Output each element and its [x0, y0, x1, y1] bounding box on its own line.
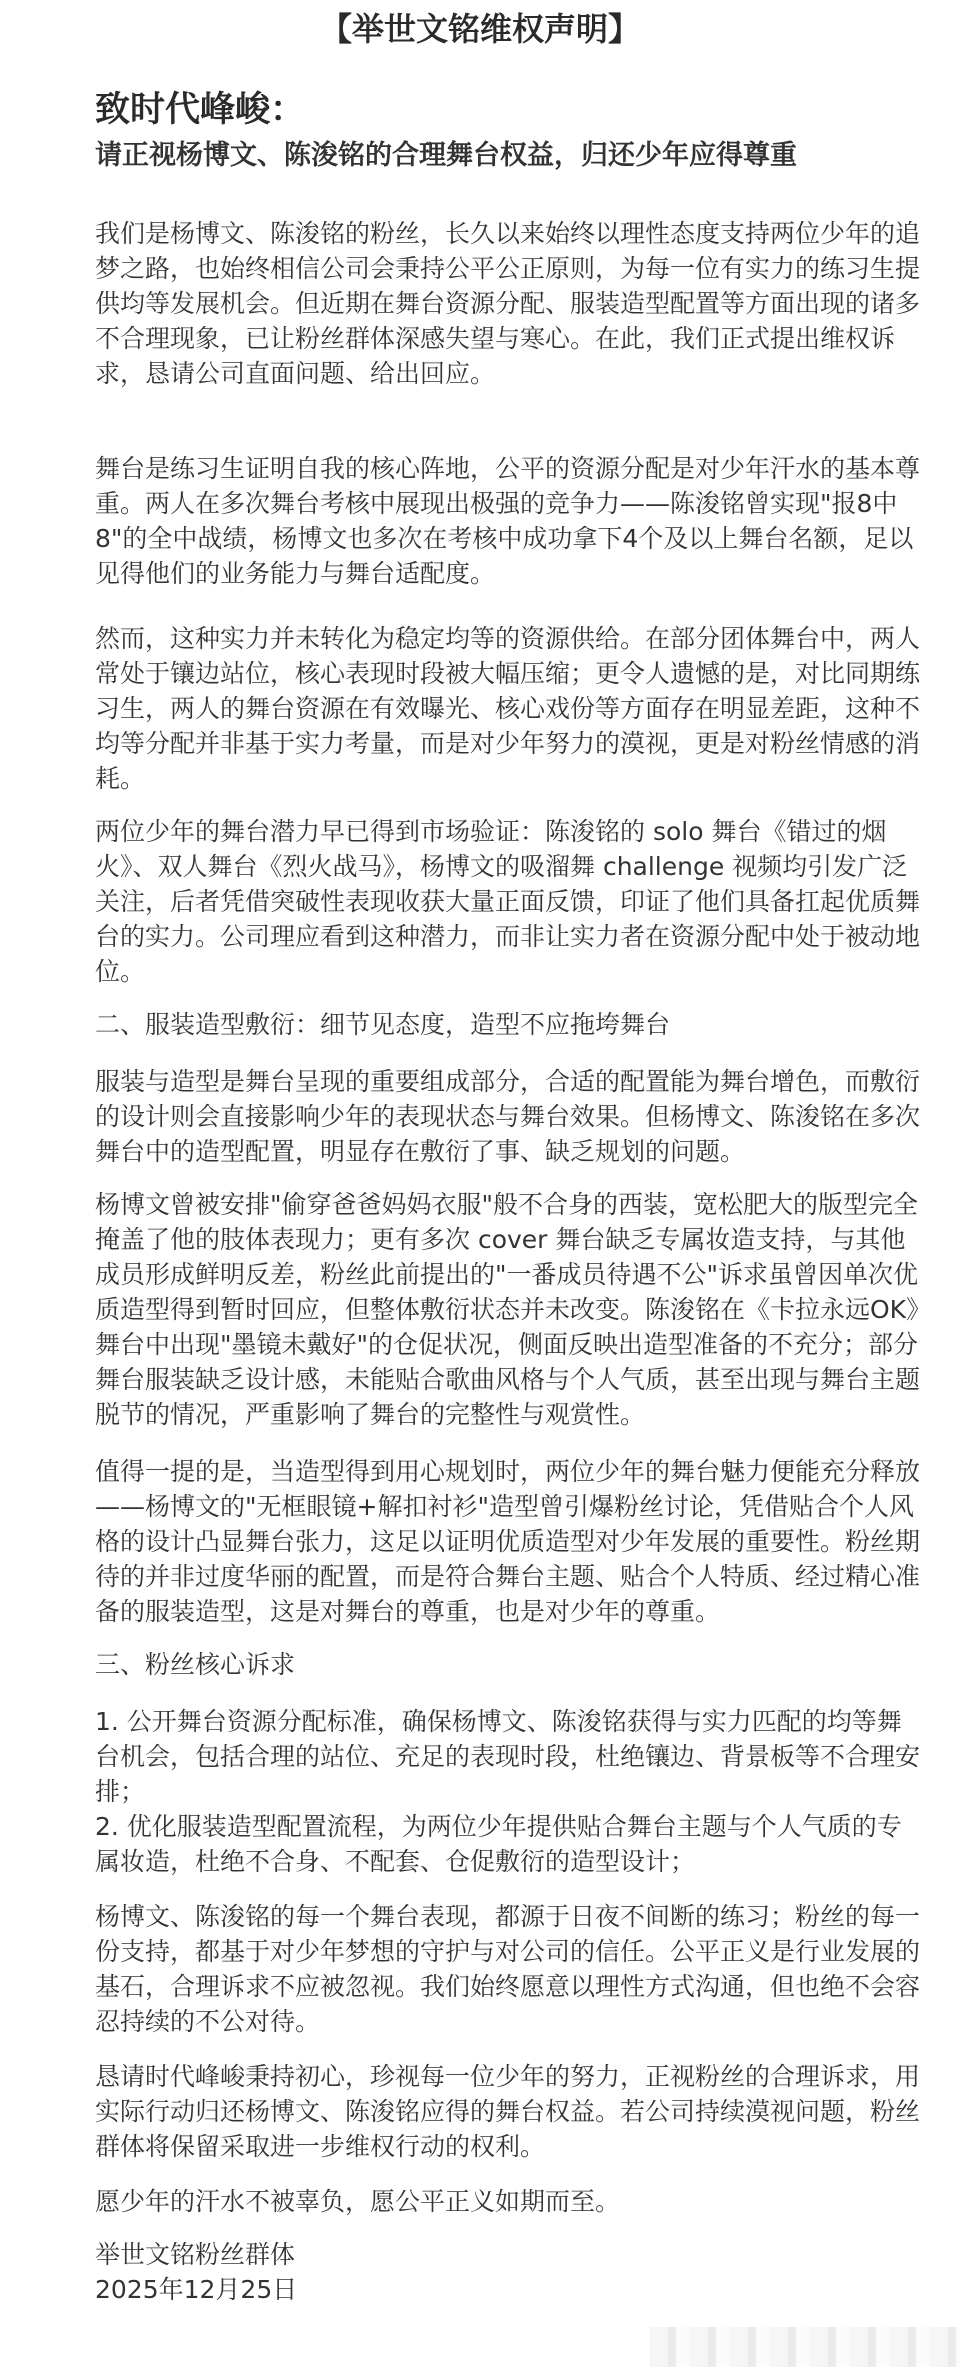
paragraph-styling-intro: 服装与造型是舞台呈现的重要组成部分，合适的配置能为舞台增色，而敷衍的设计则会直接影响少年的表现状态与舞台效果。但杨博文、陈浚铭在多次舞台中的造型配置，明显存在敷衍了事、缺乏规划的问题。 — [95, 1067, 921, 1166]
paragraph-closing: 愿少年的汗水不被辜负，愿公平正义如期而至。 — [95, 2187, 621, 2216]
paragraph-stage-core: 舞台是练习生证明自我的核心阵地，公平的资源分配是对少年汗水的基本尊重。两人在多次舞台考核中展现出极强的竞争力——陈浚铭曾实现"报8中8"的全中战绩，杨博文也多次在考核中成功拿下4个及以上舞台名额，足以见得他们的业务能力与舞台适配度。 — [95, 454, 921, 588]
paragraph-support: 杨博文、陈浚铭的每一个舞台表现，都源于日夜不间断的练习；粉丝的每一份支持，都基于对少年梦想的守护与对公司的信任。公平正义是行业发展的基石，合理诉求不应被忽视。我们始终愿意以理性方式沟通，但也绝不会容忍持续的不公对待。 — [95, 1902, 921, 2036]
addressee: 致时代峰峻： — [95, 90, 306, 130]
demand-item-1: 1. 公开舞台资源分配标准，确保杨博文、陈浚铭获得与实力匹配的均等舞台机会，包括合理的站位、充足的表现时段，杜绝镶边、背景板等不合理安排； — [95, 1707, 921, 1806]
section-heading-3: 三、粉丝核心诉求 — [95, 1650, 296, 1679]
subtitle: 请正视杨博文、陈浚铭的合理舞台权益，归还少年应得尊重 — [95, 140, 797, 171]
paragraph-appeal: 恳请时代峰峻秉持初心，珍视每一位少年的努力，正视粉丝的合理诉求，用实际行动归还杨博文、陈浚铭应得的舞台权益。若公司持续漠视问题，粉丝群体将保留采取进一步维权行动的权利。 — [95, 2062, 921, 2161]
demand-item-2: 2. 优化服装造型配置流程，为两位少年提供贴合舞台主题与个人气质的专属妆造，杜绝不合身、不配套、仓促敷衍的造型设计； — [95, 1812, 902, 1876]
paragraph-market-proof: 两位少年的舞台潜力早已得到市场验证：陈浚铭的 solo 舞台《错过的烟火》、双人舞台《烈火战马》，杨博文的吸溜舞 challenge 视频均引发广泛关注，后者凭借突破性表现收获大量正面反馈，印证了他们具备扛起优质舞台的实力。公司理应看到这种潜力，而非让实力者在资源分配中处于被动地位。 — [95, 817, 921, 986]
document-title: 【举世文铭维权声明】 — [319, 10, 640, 48]
paragraph-resource-gap: 然而，这种实力并未转化为稳定均等的资源供给。在部分团体舞台中，两人常处于镶边站位，核心表现时段被大幅压缩；更令人遗憾的是，对比同期练习生，两人的舞台资源在有效曝光、核心戏份等方面存在明显差距，这种不均等分配并非基于实力考量，而是对少年努力的漠视，更是对粉丝情感的消耗。 — [95, 624, 921, 793]
intro-paragraph: 我们是杨博文、陈浚铭的粉丝，长久以来始终以理性态度支持两位少年的追梦之路，也始终相信公司会秉持公平公正原则，为每一位有实力的练习生提供均等发展机会。但近期在舞台资源分配、服装造型配置等方面出现的诸多不合理现象，已让粉丝群体深感失望与寒心。在此，我们正式提出维权诉求，恳请公司直面问题、给出回应。 — [95, 219, 921, 388]
section-heading-2: 二、服装造型敷衍：细节见态度，造型不应拖垮舞台 — [95, 1010, 671, 1039]
watermark-strip — [650, 2327, 960, 2367]
paragraph-styling-issues: 杨博文曾被安排"偷穿爸爸妈妈衣服"般不合身的西装，宽松肥大的版型完全掩盖了他的肢体表现力；更有多次 cover 舞台缺乏专属妆造支持，与其他成员形成鲜明反差，粉丝此前提出的"一番成员待遇不公"诉求虽曾因单次优质造型得到暂时回应，但整体敷衍状态并未改变。陈浚铭在《卡拉永远OK》舞台中出现"墨镜未戴好"的仓促状况，侧面反映出造型准备的不充分；部分舞台服装缺乏设计感，未能贴合歌曲风格与个人气质，甚至出现与舞台主题脱节的情况，严重影响了舞台的完整性与观赏性。 — [95, 1190, 921, 1429]
date: 2025年12月25日 — [95, 2275, 298, 2304]
paragraph-styling-good: 值得一提的是，当造型得到用心规划时，两位少年的舞台魅力便能充分释放——杨博文的"无框眼镜+解扣衬衫"造型曾引爆粉丝讨论，凭借贴合个人风格的设计凸显舞台张力，这足以证明优质造型对少年发展的重要性。粉丝期待的并非过度华丽的配置，而是符合舞台主题、贴合个人特质、经过精心准备的服装造型，这是对舞台的尊重，也是对少年的尊重。 — [95, 1457, 921, 1626]
signature: 举世文铭粉丝群体 — [95, 2240, 296, 2269]
